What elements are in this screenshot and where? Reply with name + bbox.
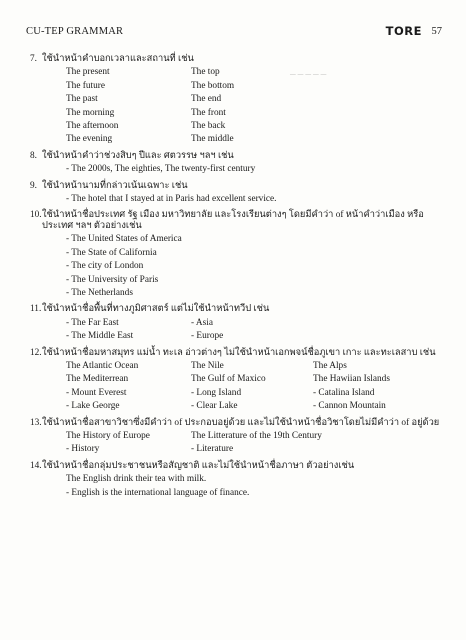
example-line: - English is the international language of finance. (66, 487, 250, 498)
example-line: - The Netherlands (66, 287, 133, 298)
example-grid (66, 318, 450, 342)
section-9 (30, 181, 450, 205)
section-12 (30, 348, 450, 412)
example-item: - History (66, 444, 100, 455)
section-rule-text: ใช้นำหน้าชื่อกลุ่มประชาชนหรือสัญชาติ และไม่ใช้นำหน้าชื่อภาษา ตัวอย่างเช่น (42, 460, 355, 471)
example-item: - Literature (191, 444, 234, 455)
page-number: 57 (431, 26, 442, 37)
example-item: The Alps (313, 360, 347, 371)
bleed-through-text: ─ ─ ─ ─ ─ (290, 70, 327, 79)
example-item: - Asia (191, 317, 213, 328)
example-item: - Cannon Mountain (313, 401, 386, 412)
example-item: The top (191, 67, 220, 78)
example-item: The afternoon (66, 121, 119, 132)
example-line: - The 2000s, The eighties, The twenty-first century (66, 164, 256, 175)
section-number: 13. (30, 417, 42, 428)
section-heading (30, 461, 450, 471)
example-item: - Long Island (191, 387, 242, 398)
example-grid (66, 431, 450, 455)
example-list (66, 164, 450, 174)
example-item: The Gulf of Maxico (191, 374, 266, 385)
section-heading (30, 304, 450, 314)
section-number: 14. (30, 460, 42, 471)
section-number: 10. (30, 210, 42, 221)
section-number: 9. (30, 180, 37, 191)
example-line: - The United States of America (66, 234, 182, 245)
example-item: The Atlantic Ocean (66, 360, 139, 371)
example-item: The morning (66, 107, 115, 118)
section-heading (30, 181, 450, 191)
section-13 (30, 418, 450, 455)
main-content (30, 54, 450, 504)
section-rule-text: ใช้นำหน้าคำบอกเวลาและสถานที่ เช่น (42, 54, 194, 64)
example-item: - Lake George (66, 401, 120, 412)
example-line: - The State of California (66, 247, 157, 258)
section-heading (30, 151, 450, 161)
example-line: - The city of London (66, 261, 144, 272)
example-item: The Hawiian Islands (313, 374, 390, 385)
example-grid (66, 361, 450, 412)
section-10 (30, 210, 450, 298)
section-heading (30, 348, 450, 358)
example-item: The History of Europe (66, 430, 150, 441)
example-item: The back (191, 121, 226, 132)
example-list (66, 194, 450, 204)
section-rule-text: ใช้นำหน้านามที่กล่าวเน้นเฉพาะ เช่น (42, 180, 188, 191)
section-rule-text: ใช้นำหน้าชื่อมหาสมุทร แม่น้ำ ทะเล อ่าวต่างๆ ไม่ใช้นำหน้าเอกพจน์ชื่อภูเขา เกาะ และทะเลสาบ เช่น (42, 347, 436, 358)
example-item: - The Far East (66, 317, 119, 328)
example-item: - Catalina Island (313, 387, 375, 398)
section-rule-text: ใช้นำหน้าชื่อประเทศ รัฐ เมือง มหาวิทยาลัย และโรงเรียนต่างๆ โดยมีคำว่า of หน้าคำว่าเมือง หรือประเทศ ฯลฯ ตัวอย่างเช่น (42, 210, 424, 231)
page-header (26, 24, 442, 40)
section-number: 8. (30, 150, 37, 161)
section-heading (30, 418, 450, 428)
example-item: The end (191, 94, 222, 105)
example-item: The present (66, 67, 110, 78)
example-line: - The hotel that I stayed at in Paris had excellent service. (66, 194, 277, 205)
section-rule-text: ใช้นำหน้าคำว่าช่วงสิบๆ ปีและ ศตวรรษ ฯลฯ เช่น (42, 150, 234, 161)
section-number: 7. (30, 54, 37, 64)
example-item: The Litterature of the 19th Century (191, 430, 322, 441)
example-item: The Nile (191, 360, 224, 371)
example-item: - The Middle East (66, 331, 134, 342)
example-item: The bottom (191, 80, 235, 91)
example-item: - Europe (191, 331, 224, 342)
section-8 (30, 151, 450, 175)
example-item: The middle (191, 134, 234, 145)
section-heading (30, 210, 450, 231)
example-item: The future (66, 80, 105, 91)
brand-logo: TORE (385, 24, 422, 38)
section-11 (30, 304, 450, 341)
section-rule-text: ใช้นำหน้าชื่อพื้นที่ทางภูมิศาสตร์ แต่ไม่ใช้นำหน้าทวีป เช่น (42, 304, 270, 315)
section-rule-text: ใช้นำหน้าชื่อสาขาวิชาซึ่งมีคำว่า of ประกอบอยู่ด้วย และไม่ใช้นำหน้าชื่อวิชาโดยไม่มีคำว่า of อยู่ด้วย (42, 417, 440, 428)
example-line: - The University of Paris (66, 274, 159, 285)
section-14 (30, 461, 450, 498)
example-item: The front (191, 107, 226, 118)
example-item: The evening (66, 134, 113, 145)
section-heading (30, 54, 450, 64)
section-number: 12. (30, 347, 42, 358)
example-grid (66, 67, 450, 144)
example-item: The Mediterrean (66, 374, 129, 385)
example-line: The English drink their tea with milk. (66, 474, 207, 485)
section-7 (30, 54, 450, 145)
example-item: - Clear Lake (191, 401, 238, 412)
header-title: CU-TEP GRAMMAR (26, 26, 124, 37)
example-item: - Mount Everest (66, 387, 127, 398)
example-list (66, 234, 450, 298)
example-item: The past (66, 94, 98, 105)
section-number: 11. (30, 304, 42, 315)
example-list (66, 474, 450, 498)
